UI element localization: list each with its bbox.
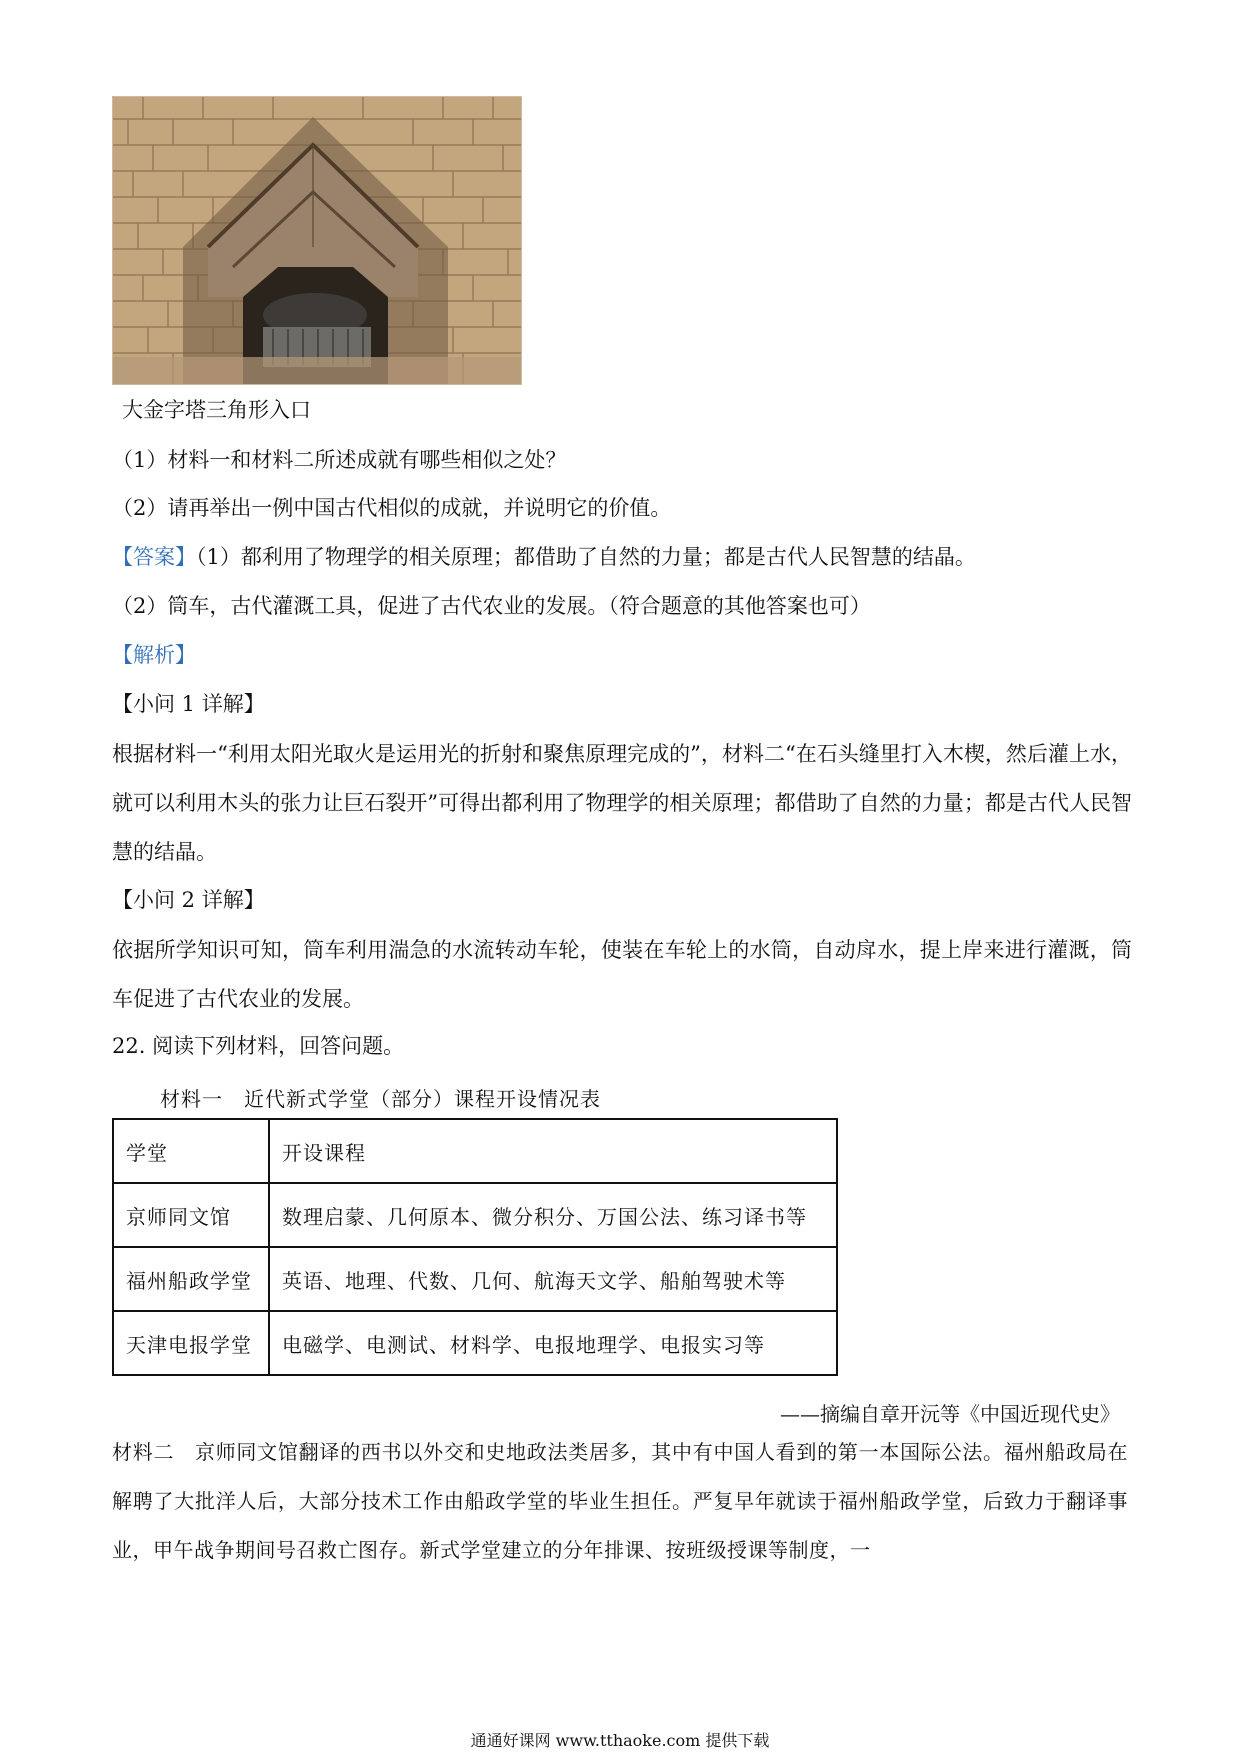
sub-question-1-title: 【小问 1 详解】 bbox=[112, 692, 265, 716]
table-cell-school: 天津电报学堂 bbox=[113, 1311, 269, 1375]
answer-line-2: （2）筒车，古代灌溉工具，促进了古代农业的发展。（符合题意的其他答案也可） bbox=[112, 594, 871, 618]
table-row bbox=[113, 1183, 837, 1247]
material-2-text: 材料二 京师同文馆翻译的西书以外交和史地政法类居多，其中有中国人看到的第一本国际公法。福州船政局在解聘了大批洋人后，大部分技术工作由船政学堂的毕业生担任。严复早年就读于福州船政学堂，后致力于翻译事业，甲午战争期间号召救亡图存。新式学堂建立的分年排课、按班级授课等制度，一 bbox=[112, 1440, 1128, 1562]
answer-line-1 bbox=[112, 547, 976, 568]
table-cell-courses: 电磁学、电测试、材料学、电报地理学、电报实习等 bbox=[269, 1311, 837, 1375]
page-footer: 通通好课网 www.tthaoke.com 提供下载 bbox=[470, 1731, 770, 1750]
sub-question-2-text: 依据所学知识可知，筒车利用湍急的水流转动车轮，使装在车轮上的水筒，自动戽水，提上岸来进行灌溉，筒车促进了古代农业的发展。 bbox=[112, 938, 1132, 1011]
sub-question-1-text: 根据材料一“利用太阳光取火是运用光的折射和聚焦原理完成的”，材料二“在石头缝里打入木楔，然后灌上水，就可以利用木头的张力让巨石裂开”可得出都利用了物理学的相关原理；都借助了自然的力量；都是古代人民智慧的结晶。 bbox=[112, 742, 1132, 864]
table-cell-courses: 数理启蒙、几何原本、微分积分、万国公法、练习译书等 bbox=[269, 1183, 837, 1247]
answer-text-1: （1）都利用了物理学的相关原理；都借助了自然的力量；都是古代人民智慧的结晶。 bbox=[196, 545, 976, 569]
table-header-cell: 开设课程 bbox=[269, 1119, 837, 1183]
table-source: ——摘编自章开沅等《中国近现代史》 bbox=[780, 1402, 1120, 1426]
table-row bbox=[113, 1311, 837, 1375]
table-cell-school: 福州船政学堂 bbox=[113, 1247, 269, 1311]
table-cell-courses: 英语、地理、代数、几何、航海天文学、船舶驾驶术等 bbox=[269, 1247, 837, 1311]
question-22-heading: 22. 阅读下列材料，回答问题。 bbox=[112, 1034, 405, 1058]
question-1: （1）材料一和材料二所述成就有哪些相似之处？ bbox=[112, 448, 567, 472]
pyramid-entrance-photo bbox=[112, 96, 522, 385]
figure-caption: 大金字塔三角形入口 bbox=[122, 398, 311, 422]
answer-label: 【答案】 bbox=[112, 545, 196, 569]
table-cell-school: 京师同文馆 bbox=[113, 1183, 269, 1247]
sub-question-2-title: 【小问 2 详解】 bbox=[112, 888, 265, 912]
course-table bbox=[112, 1118, 838, 1376]
material-1-title: 材料一 近代新式学堂（部分）课程开设情况表 bbox=[160, 1087, 601, 1111]
analysis-label: 【解析】 bbox=[112, 643, 196, 667]
table-header-cell: 学堂 bbox=[113, 1119, 269, 1183]
table-row bbox=[113, 1247, 837, 1311]
table-header-row bbox=[113, 1119, 837, 1183]
question-2: （2）请再举出一例中国古代相似的成就，并说明它的价值。 bbox=[112, 496, 672, 520]
